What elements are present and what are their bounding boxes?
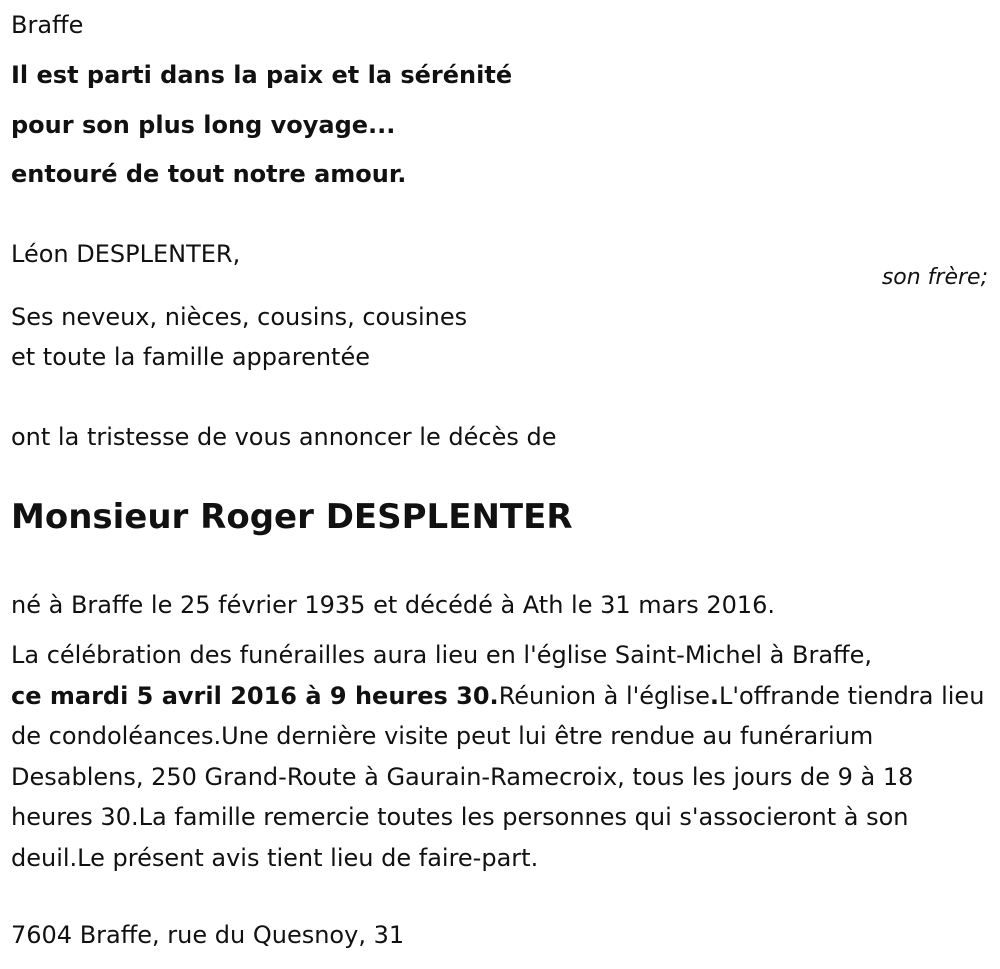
deceased-name: Monsieur Roger DESPLENTER [11,497,573,537]
relatives-line-1: Ses neveux, nièces, cousins, cousines [11,303,468,331]
address: 7604 Braffe, rue du Quesnoy, 31 [11,921,405,949]
funeral-intro: La célébration des funérailles aura lieu en l'église Saint-Michel à Braffe, [11,641,872,669]
verse-line-2: pour son plus long voyage... [11,111,396,139]
announcement-text: ont la tristesse de vous annoncer le décès de [11,423,557,451]
relatives-line-2: et toute la famille apparentée [11,343,370,371]
brother-relation: son frère; [881,265,988,290]
funeral-details: L'offrande tiendra lieu de condoléances.Une dernière visite peut lui être rendue au funérarium Desablens, 250 Grand-Route à Gaurain-Ramecroix, tous les jours de 9 à 18 heures 30.La famille remercie toutes les personnes qui s'associeront à son deuil.Le présent avis tient lieu de faire-part. [11,681,985,872]
verse-line-3: entouré de tout notre amour. [11,160,407,188]
birth-death-dates: né à Braffe le 25 février 1935 et décédé à Ath le 31 mars 2016. [11,591,776,619]
funeral-period: . [709,681,719,710]
funeral-meeting: Réunion à l'église [498,681,710,710]
funeral-datetime: ce mardi 5 avril 2016 à 9 heures 30. [11,681,499,710]
town-label: Braffe [11,11,84,39]
verse-line-1: Il est parti dans la paix et la sérénité [11,61,513,89]
brother-name: Léon DESPLENTER, [11,240,241,268]
funeral-paragraph [11,635,996,878]
